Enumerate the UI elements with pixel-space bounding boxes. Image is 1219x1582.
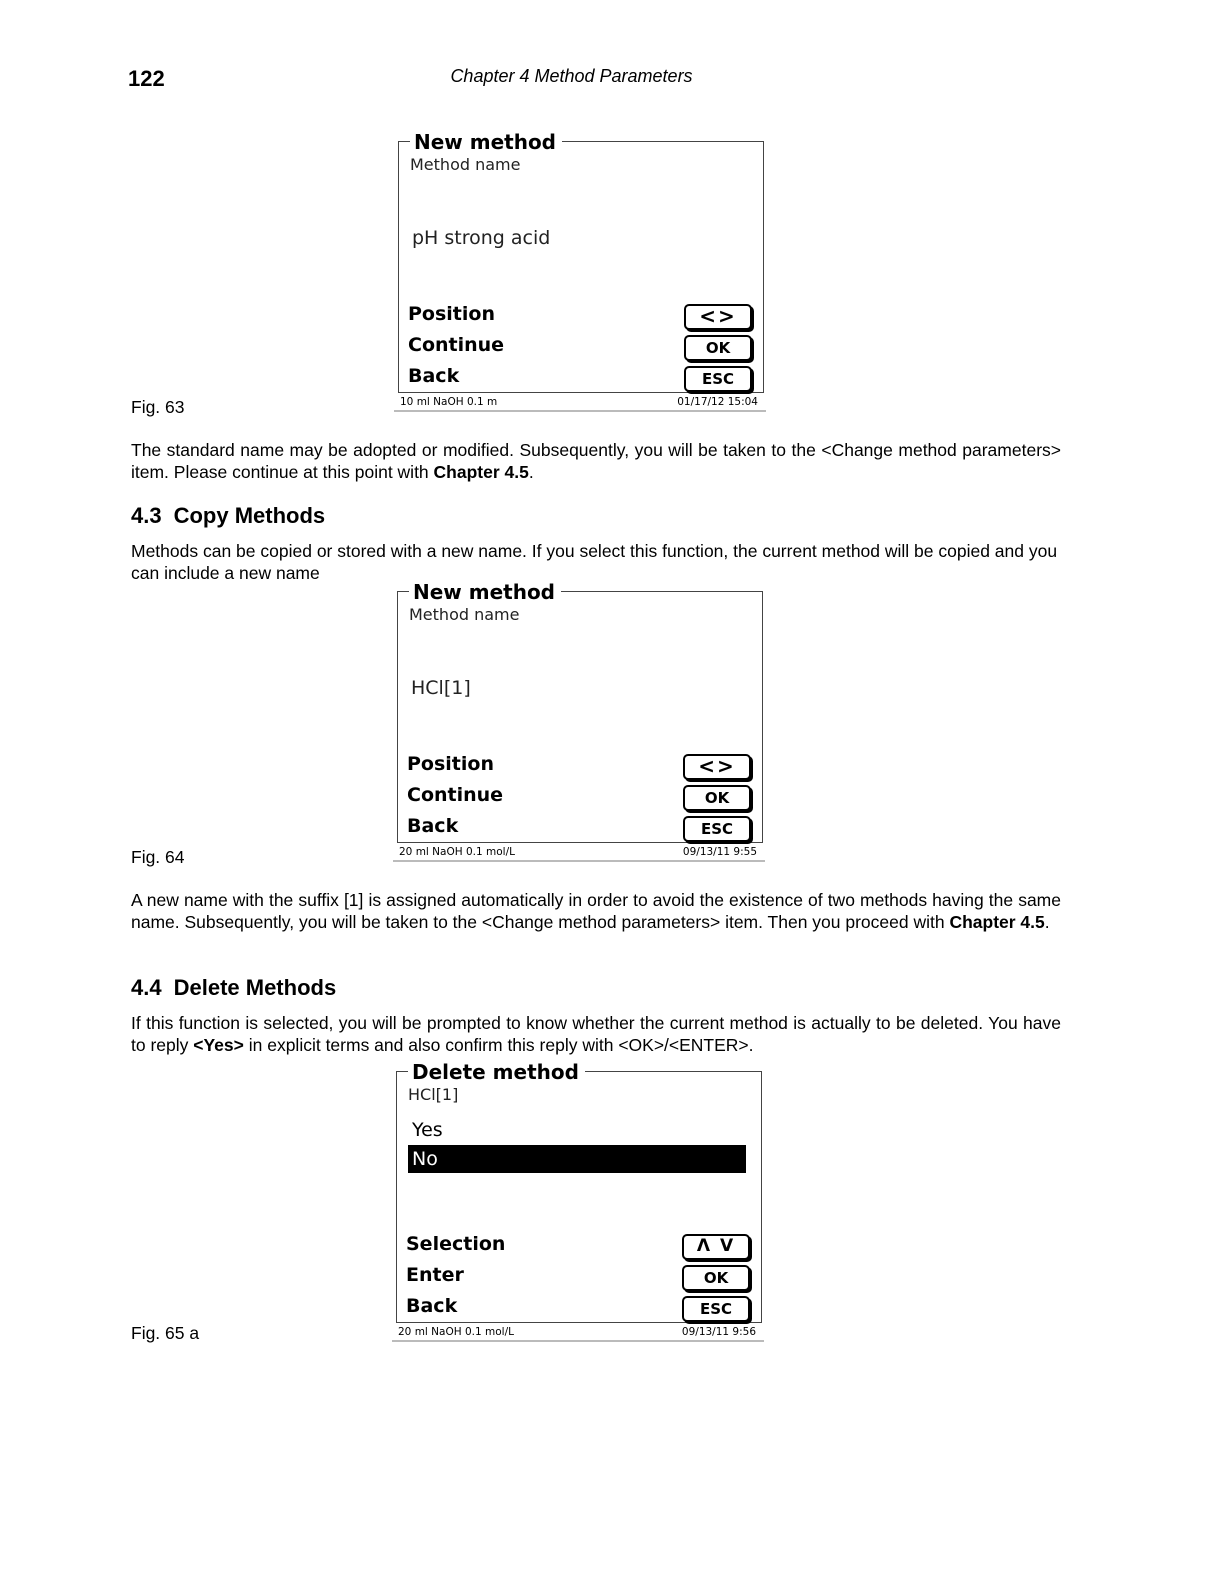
fig65a-screen	[396, 1060, 762, 1338]
esc-key[interactable]: ESC	[682, 1296, 750, 1322]
position-label: Position	[408, 303, 495, 325]
selection-key[interactable]: Λ V	[682, 1234, 750, 1260]
fig64-label: Fig. 64	[131, 847, 185, 867]
section-heading-4-3	[131, 503, 325, 529]
fig63-screen	[398, 130, 764, 408]
chapter-title-text: Chapter 4 Method Parameters	[450, 66, 693, 86]
enter-label: Enter	[406, 1264, 464, 1286]
status-datetime: 01/17/12 15:04	[677, 396, 758, 408]
screen-title: New method	[410, 131, 562, 153]
section-heading-4-4	[131, 975, 336, 1001]
section-number: 4.3	[131, 503, 162, 528]
back-label: Back	[407, 815, 459, 837]
paragraph-text-end: in explicit terms and also confirm this reply with <OK>/<ENTER>.	[243, 1034, 754, 1055]
paragraph-text: A new name with the suffix [1] is assigned automatically in order to avoid the existence of two methods having the same name. Subsequently, you will be taken to the <Change method parameters> item. Then you proceed with	[131, 890, 1061, 932]
fig63-label: Fig. 63	[131, 397, 185, 417]
status-bar	[393, 844, 765, 862]
back-label: Back	[408, 365, 460, 387]
paragraph-tail: .	[528, 461, 534, 482]
position-key[interactable]: <>	[683, 754, 751, 780]
paragraph-tail: .	[1044, 911, 1050, 932]
chapter-reference: Chapter 4.5	[433, 461, 529, 482]
paragraph-text: If this function is selected, you will be prompted to know whether the current method is actually to be deleted. You have to reply	[131, 1013, 1061, 1055]
screen-subtitle: HCl[1]	[408, 1085, 459, 1104]
status-reagent: 20 ml NaOH 0.1 mol/L	[398, 1326, 514, 1338]
ok-key[interactable]: OK	[683, 785, 751, 811]
position-label: Position	[407, 753, 494, 775]
status-reagent: 20 ml NaOH 0.1 mol/L	[399, 846, 515, 858]
continue-label: Continue	[408, 334, 505, 356]
method-name-input[interactable]: pH strong acid	[412, 227, 551, 249]
back-label: Back	[406, 1295, 458, 1317]
chapter-reference: Chapter 4.5	[949, 911, 1045, 932]
fig65a-label: Fig. 65 a	[131, 1323, 200, 1343]
section-title: Delete Methods	[173, 975, 337, 1000]
yes-reply: <Yes>	[193, 1034, 244, 1055]
paragraph-standard-name	[131, 440, 1061, 483]
status-datetime: 09/13/11 9:56	[681, 1326, 756, 1338]
screen-title: New method	[409, 581, 561, 603]
position-key[interactable]: <>	[684, 304, 752, 330]
screen-subtitle: Method name	[410, 155, 521, 174]
paragraph-suffix	[131, 890, 1061, 933]
method-name-input[interactable]: HCl[1]	[411, 677, 471, 699]
section-number: 4.4	[131, 975, 162, 1000]
chapter-title	[0, 66, 1219, 87]
status-reagent: 10 ml NaOH 0.1 m	[400, 396, 498, 408]
paragraph-text: The standard name may be adopted or modified. Subsequently, you will be taken to the <Change method parameters> item. Please continue at this point with	[131, 440, 1061, 482]
esc-key[interactable]: ESC	[684, 366, 752, 392]
fig64-screen	[397, 580, 763, 858]
option-no[interactable]: No	[408, 1145, 746, 1173]
paragraph-delete-methods	[131, 1013, 1061, 1056]
ok-key[interactable]: OK	[682, 1265, 750, 1291]
page-number: 122	[128, 66, 165, 91]
option-yes[interactable]: Yes	[412, 1119, 443, 1141]
selection-label: Selection	[406, 1233, 506, 1255]
screen-subtitle: Method name	[409, 605, 520, 624]
status-bar	[392, 1324, 764, 1342]
status-bar	[394, 394, 766, 412]
esc-key[interactable]: ESC	[683, 816, 751, 842]
status-datetime: 09/13/11 9:55	[682, 846, 757, 858]
ok-key[interactable]: OK	[684, 335, 752, 361]
section-title: Copy Methods	[173, 503, 326, 528]
screen-title: Delete method	[408, 1061, 585, 1083]
continue-label: Continue	[407, 784, 504, 806]
paragraph-copy-methods: Methods can be copied or stored with a new name. If you select this function, the current method will be copied and you can include a new name	[131, 541, 1058, 583]
